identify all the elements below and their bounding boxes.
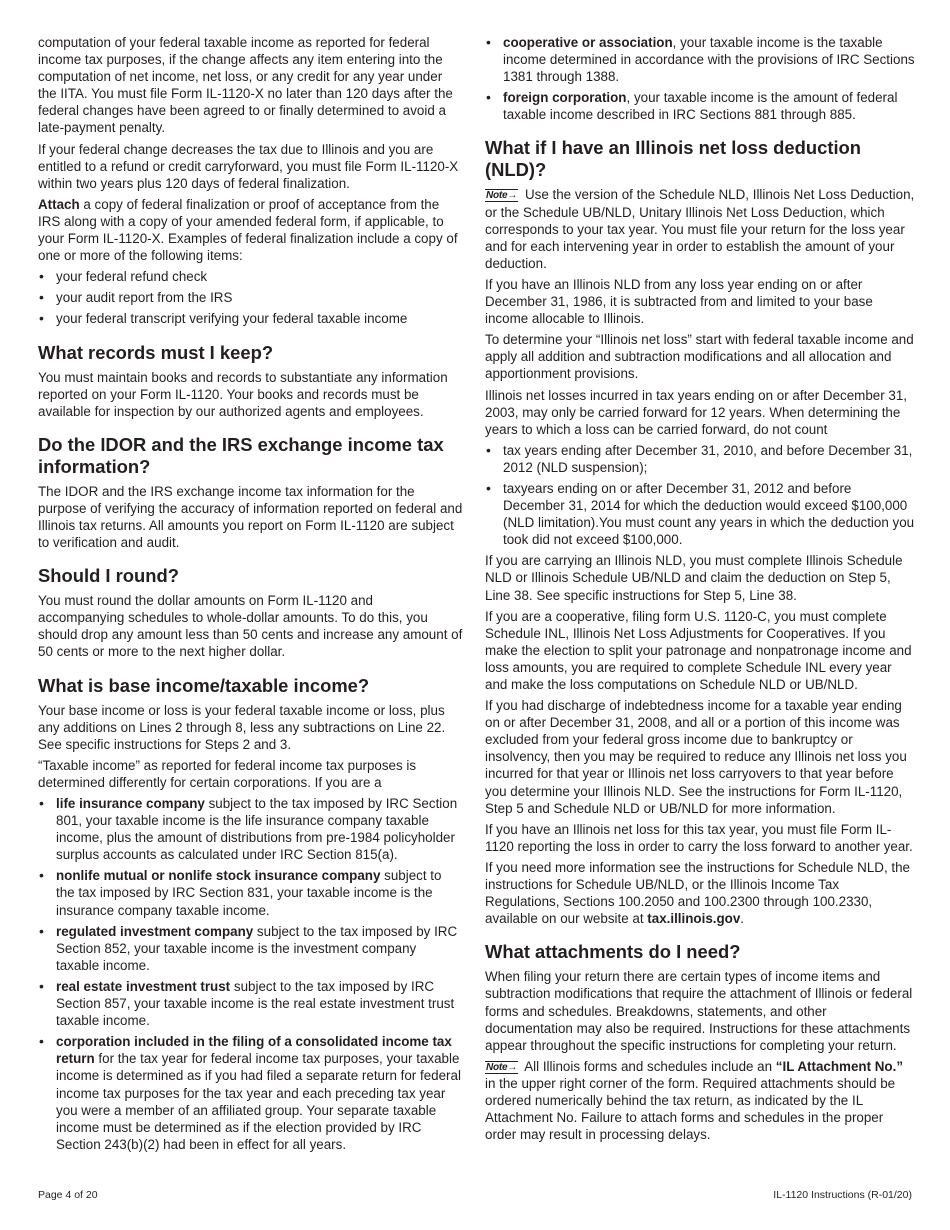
list-item: • your audit report from the IRS: [38, 289, 463, 306]
bold-text: corporation included in the filing of a consolidated income tax return: [56, 1034, 452, 1067]
paragraph: You must round the dollar amounts on Form IL-1120 and accompanying schedules to whole-dollar amounts. To do this, you should drop any amount less than 50 cents and increase any amount of 50 cents or more to the next higher dollar.: [38, 593, 463, 660]
list-item: [38, 978, 463, 1029]
bold-text: cooperative or association: [503, 35, 673, 50]
list-item: [485, 34, 915, 85]
bold-text: regulated investment company: [56, 923, 254, 939]
heading-attachments: What attachments do I need?: [485, 941, 741, 963]
list-item: [38, 795, 463, 863]
paragraph-text: a copy of federal finalization or proof of acceptance from the IRS along with a copy of your amended federal form, if applicable, to your Form IL-1120-X. Examples of federal finalization include a copy of one or more of the following items:: [38, 196, 458, 264]
paragraph: If you have an Illinois NLD from any loss year ending on or after December 31, 1986, it is subtracted from and limited to your base income allocable to Illinois.: [485, 276, 873, 327]
list-item: • your federal transcript verifying your federal taxable income: [38, 310, 463, 327]
list-item: [38, 1033, 463, 1153]
paragraph: “Taxable income” as reported for federal income tax purposes is determined differently for certain corporations. If you are a: [38, 757, 417, 790]
paragraph: Your base income or loss is your federal taxable income or loss, plus any additions on Lines 2 through 8, less any subtractions on Line 22. See specific instructions for Steps 2 and 3.: [38, 702, 446, 752]
paragraph: [485, 859, 915, 927]
note-text: All Illinois forms and schedules include an: [521, 1058, 776, 1074]
bold-text: Attach: [38, 196, 80, 212]
item-text: subject to the tax imposed by IRC Section 852, your taxable income is the investment company taxable income.: [56, 923, 458, 973]
corporation-type-list-continued: [485, 34, 915, 123]
note-label: Note: [486, 190, 508, 202]
paragraph: To determine your “Illinois net loss” start with federal taxable income and apply all addition and subtraction modifications and all allocation and apportionment provisions.: [485, 332, 914, 382]
page-number: Page 4 of 20: [38, 1189, 98, 1201]
paragraph: If your federal change decreases the tax due to Illinois and you are entitled to a refund or credit carryforward, you must file Form IL-1120-X within two years plus 120 days of federal finalization.: [38, 141, 459, 191]
right-column: [485, 34, 915, 1147]
form-id: IL-1120 Instructions (R-01/20): [773, 1189, 912, 1201]
paragraph: If you had discharge of indebtedness income for a taxable year ending on or after December 31, 2008, and all or a portion of this income was excluded from your federal gross income due to bankruptcy or insolvency, then you may be required to reduce any Illinois net loss you incurred for that year or Illinois net loss carryovers to that year before you determine your Illinois NLD. See the instructions for Form IL-1120, Step 5 and Schedule NLD or UB/NLD for more information.: [485, 698, 907, 816]
paragraph: You must maintain books and records to substantiate any information reported on your Form IL-1120. Your books and records must be available for inspection by our authorized agents and employees.: [38, 369, 448, 419]
paragraph: When filing your return there are certain types of income items and subtraction modifications that require the attachment of Illinois or federal forms and schedules. Breakdowns, statements, and other documentation may also be required. Instructions for these attachments appear throughout the specific instructions for completing your return.: [485, 969, 913, 1053]
bold-text: real estate investment trust: [56, 978, 231, 994]
heading-exchange: Do the IDOR and the IRS exchange income tax information?: [38, 433, 444, 477]
paragraph: The IDOR and the IRS exchange income tax information for the purpose of verifying the accuracy of information reported on federal and Illinois tax returns. All amounts you report on Form IL-1120 are subject to verification and audit.: [38, 483, 463, 551]
corporation-type-list: [38, 795, 463, 1153]
paragraph: If you are a cooperative, filing form U.S. 1120-C, you must complete Schedule INL, Illinois Net Loss Adjustments for Cooperatives. If you make the election to split your patronage and nonpatronage income and loss amounts, you are required to complete Schedule INL every year and make the loss computations on Schedule NLD or UB/NLD.: [485, 608, 912, 692]
heading-round: Should I round?: [38, 565, 179, 587]
note-icon: Note→: [486, 190, 518, 202]
paragraph-text: If you need more information see the instructions for Schedule NLD, the instructions for Schedule UB/NLD, or the Illinois Income Tax Regulations, Sections 100.2050 and 100.2300 through 100.2330, available on our website at: [485, 859, 911, 927]
list-item: [38, 867, 463, 918]
item-text: for the tax year for federal income tax purposes, your taxable income is determined as if you had filed a separate return for federal income tax purposes for the tax year and each preceding tax year you were a member of an affiliated group. Your separate taxable income must be determined as if the election provided by IRC Section 243(b)(2) had been in effect for all years.: [56, 1051, 461, 1152]
heading-records: What records must I keep?: [38, 341, 274, 363]
note-paragraph: [485, 1058, 915, 1143]
note-paragraph: [485, 186, 915, 271]
list-item: • taxyears ending on or after December 31, 2012 and before December 31, 2014 for which the deduction would exceed $100,000 (NLD limitation).You must count any years in which the deduction you took did not exceed $100,000.: [485, 480, 915, 548]
left-column: [38, 34, 463, 1157]
note-text: in the upper right corner of the form. Required attachments should be ordered numerically behind the tax return, as indicated by the IL Attachment No. Failure to attach forms and schedules in the proper order may result in processing delays.: [485, 1075, 896, 1143]
item-text: subject to the tax imposed by IRC Section 801, your taxable income is the life insurance company taxable income, plus the amount of distributions from pre-1984 policyholder surplus accounts as calculated under IRC Section 815(a).: [56, 796, 458, 863]
federal-finalization-list: [38, 268, 463, 327]
item-text: subject to the tax imposed by IRC Section 831, your taxable income is the insurance company taxable income.: [56, 868, 442, 918]
bold-text: nonlife mutual or nonlife stock insurance company: [56, 868, 381, 884]
list-item: [485, 89, 915, 123]
note-label: Note: [486, 1061, 508, 1073]
bold-text: foreign corporation: [503, 90, 627, 106]
note-text: Use the version of the Schedule NLD, Illinois Net Loss Deduction, or the Schedule UB/NLD, Unitary Illinois Net Loss Deduction, which corresponds to your tax year. You must file your return for the loss year and for each intervening year in order to establish the amount of your deduction.: [485, 187, 915, 271]
paragraph: If you are carrying an Illinois NLD, you must complete Illinois Schedule NLD or Illinois Schedule UB/NLD and claim the deduction on Step 5, Line 38. See specific instructions for Step 5, Line 38.: [485, 553, 903, 603]
item-text: , your taxable income is the taxable income determined in accordance with the provisions of IRC Sections 1381 through 1388.: [503, 35, 915, 85]
paragraph: computation of your federal taxable income as reported for federal income tax purposes, if the change affects any item entering into the computation of net income, net loss, or any credit for any year under the IITA. You must file Form IL-1120-X no later than 120 days after the federal changes have been agreed to or finally determined to avoid a late-payment penalty.: [38, 35, 453, 136]
note-icon: Note→: [486, 1061, 518, 1073]
list-item: • tax years ending after December 31, 2010, and before December 31, 2012 (NLD suspension);: [485, 442, 915, 476]
paragraph: Illinois net losses incurred in tax years ending on or after December 31, 2003, may only be carried forward for 12 years. When determining the years to which a loss can be carried forward, do not count: [485, 387, 908, 437]
paragraph-text: .: [740, 911, 745, 927]
heading-base-income: What is base income/taxable income?: [38, 674, 370, 696]
bold-text: life insurance company: [56, 796, 205, 811]
paragraph: [38, 196, 463, 264]
website-link[interactable]: tax.illinois.gov: [647, 911, 741, 927]
paragraph: If you have an Illinois net loss for this tax year, you must file Form IL-1120 reporting the loss in order to carry the loss forward to another year.: [485, 821, 913, 854]
bold-text: “IL Attachment No.”: [775, 1058, 904, 1074]
nld-exclusion-list: [485, 442, 915, 549]
item-text: , your taxable income is the amount of federal taxable income described in IRC Sections 881 through 885.: [503, 90, 898, 123]
list-item: [38, 923, 463, 974]
item-text: subject to the tax imposed by IRC Section 857, your taxable income is the real estate investment trust taxable income.: [56, 978, 455, 1029]
heading-nld: What if I have an Illinois net loss deduction (NLD)?: [485, 137, 862, 181]
list-item: • your federal refund check: [38, 268, 463, 285]
